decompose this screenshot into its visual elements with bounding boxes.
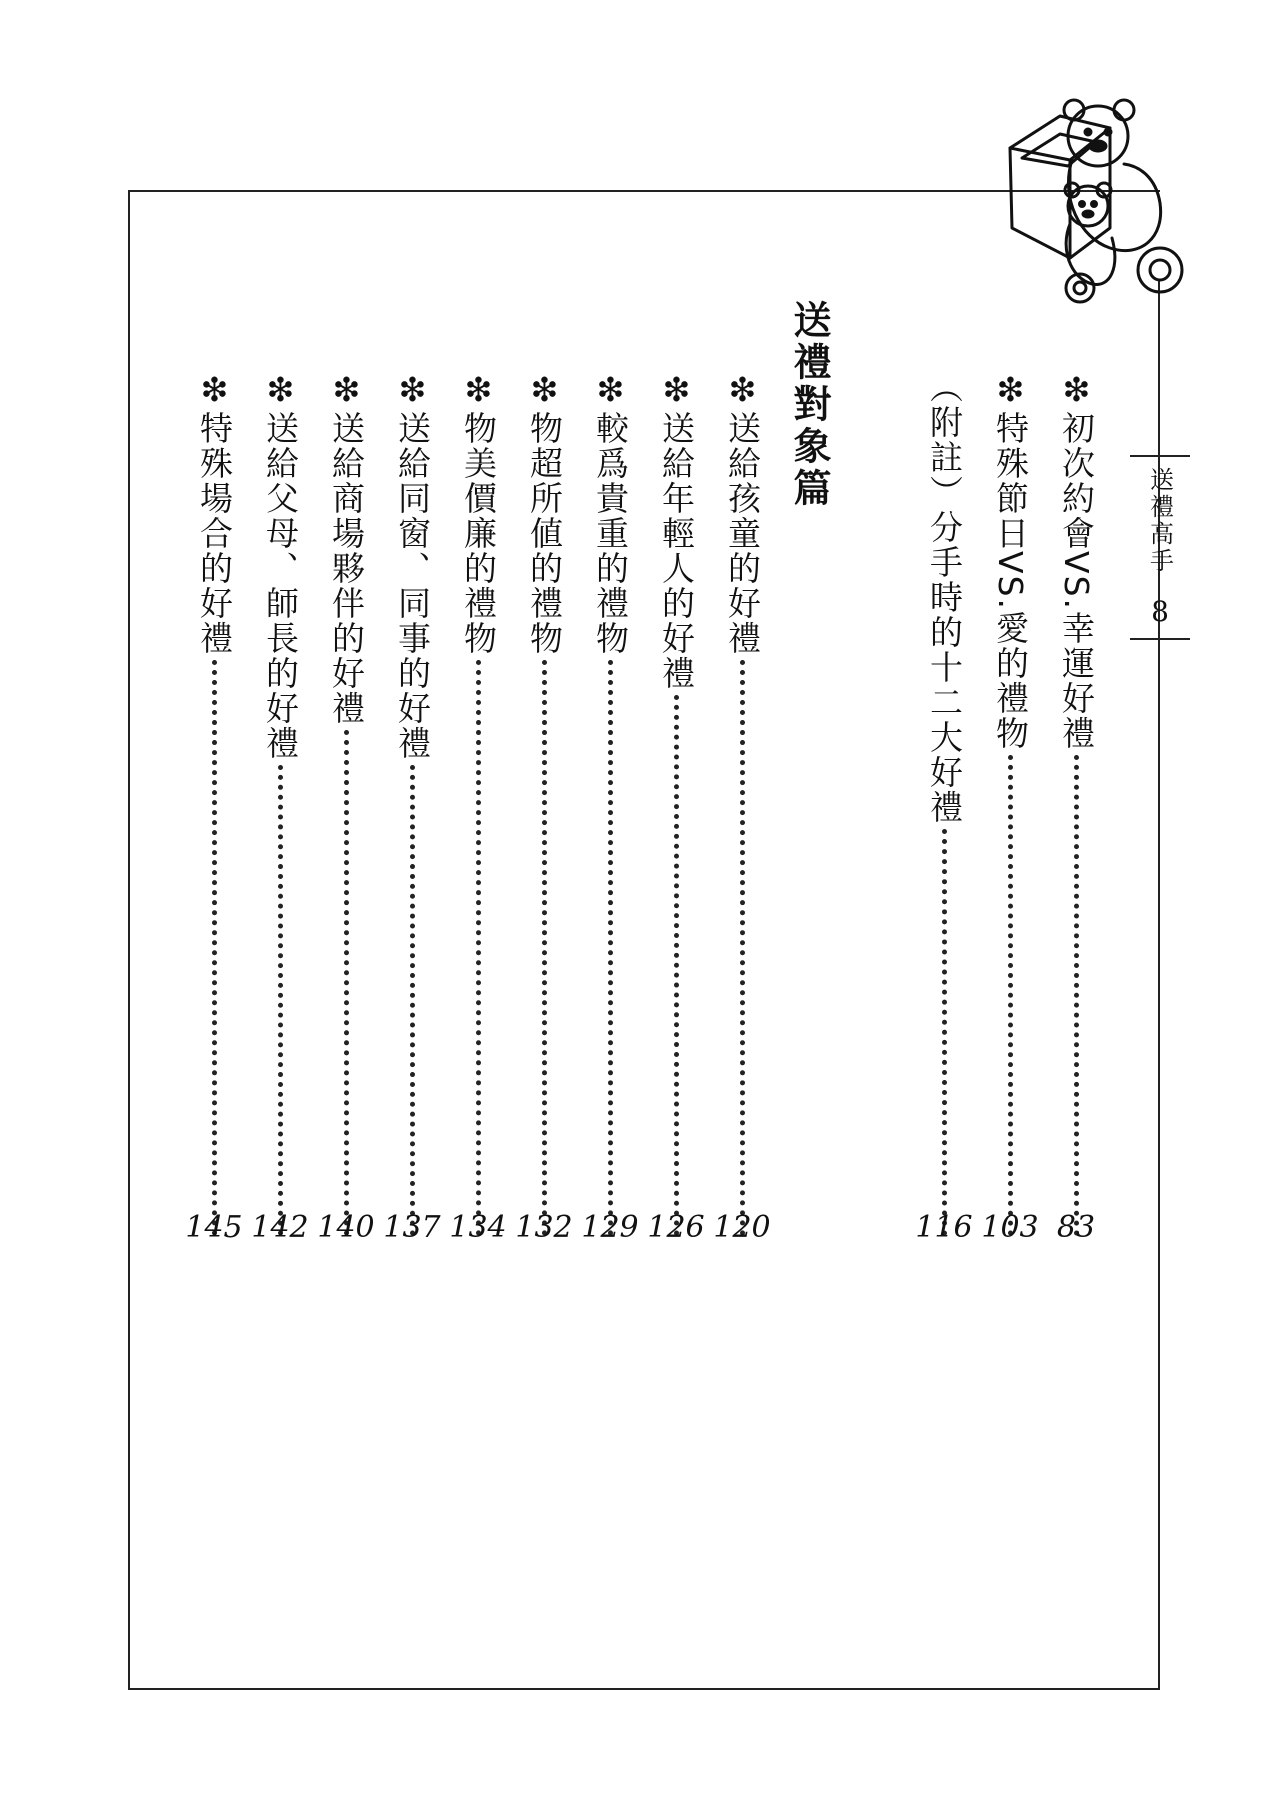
- toc-entry-text: [650, 370, 702, 1240]
- dotted-leader: [1074, 755, 1079, 1236]
- asterisk-bullet-icon: ❇: [1057, 370, 1096, 411]
- toc-entry-text: [188, 370, 240, 1240]
- running-head-rule-bottom: [1130, 638, 1190, 640]
- dotted-leader: [344, 730, 349, 1236]
- toc-entry-title: 送給父母、師長的好禮: [261, 411, 300, 761]
- toc-entry-page-number: 103: [981, 1210, 1039, 1245]
- toc-entry-page-number: 134: [449, 1210, 507, 1245]
- dotted-leader: [410, 765, 415, 1236]
- dotted-leader: [942, 829, 947, 1236]
- toc-entry[interactable]: [452, 370, 504, 1270]
- toc-entry-page-number: 116: [915, 1210, 973, 1245]
- toc-entry[interactable]: [1050, 370, 1102, 1270]
- toc-entry[interactable]: [320, 370, 372, 1270]
- toc-entry-text: [584, 370, 636, 1240]
- toc-entry-text: [518, 370, 570, 1240]
- toc-entry-title: （附註）分手時的十二大好禮: [925, 370, 964, 825]
- toc-entry-text: [386, 370, 438, 1240]
- toc-entry-title: 初次約會VS.幸運好禮: [1057, 411, 1096, 752]
- toc-entry[interactable]: [386, 370, 438, 1270]
- asterisk-bullet-icon: ❇: [525, 370, 564, 411]
- toc-entry-page-number: 142: [251, 1210, 309, 1245]
- running-head-page-number: 8: [1151, 595, 1169, 628]
- toc-entry[interactable]: [918, 370, 970, 1270]
- toc-entry-text: [918, 370, 970, 1240]
- asterisk-bullet-icon: ❇: [393, 370, 432, 411]
- toc-entry[interactable]: [188, 370, 240, 1270]
- asterisk-bullet-icon: ❇: [723, 370, 762, 411]
- toc-entry[interactable]: [518, 370, 570, 1270]
- toc-entry-page-number: 129: [581, 1210, 639, 1245]
- asterisk-bullet-icon: ❇: [591, 370, 630, 411]
- dotted-leader: [674, 695, 679, 1236]
- toc-entry-page-number: 145: [185, 1210, 243, 1245]
- running-head: [1140, 455, 1180, 640]
- asterisk-bullet-icon: ❇: [459, 370, 498, 411]
- toc-entry-title: 特殊節日VS.愛的禮物: [991, 411, 1030, 752]
- toc-entry-title: 送給年輕人的好禮: [657, 411, 696, 691]
- toc-entry[interactable]: [650, 370, 702, 1270]
- section-heading: 送禮對象篇: [787, 300, 831, 510]
- toc-entry-text: [716, 370, 768, 1240]
- dotted-leader: [608, 660, 613, 1236]
- asterisk-bullet-icon: ❇: [327, 370, 366, 411]
- toc-entry-title: 送給商場夥伴的好禮: [327, 411, 366, 726]
- asterisk-bullet-icon: ❇: [195, 370, 234, 411]
- toc-entry-page-number: 126: [647, 1210, 705, 1245]
- toc-entry-title: 物美價廉的禮物: [459, 411, 498, 656]
- toc-entry-text: [984, 370, 1036, 1240]
- asterisk-bullet-icon: ❇: [991, 370, 1030, 411]
- toc-entry-title: 送給孩童的好禮: [723, 411, 762, 656]
- teddy-bear-illustration: [1000, 88, 1190, 318]
- toc-entry[interactable]: [984, 370, 1036, 1270]
- toc-entry-page-number: 132: [515, 1210, 573, 1245]
- asterisk-bullet-icon: ❇: [261, 370, 300, 411]
- toc-entry[interactable]: [716, 370, 768, 1270]
- toc-entry-page-number: 140: [317, 1210, 375, 1245]
- running-head-rule-top: [1130, 455, 1190, 457]
- dotted-leader: [740, 660, 745, 1236]
- dotted-leader: [542, 660, 547, 1236]
- dotted-leader: [212, 660, 217, 1236]
- toc-entry-page-number: 120: [713, 1210, 771, 1245]
- toc-entry-title: 送給同窗、同事的好禮: [393, 411, 432, 761]
- toc-entry-title: 特殊場合的好禮: [195, 411, 234, 656]
- toc-entry[interactable]: [584, 370, 636, 1270]
- toc-entry-text: [254, 370, 306, 1240]
- toc-entry[interactable]: [254, 370, 306, 1270]
- toc-entry-page-number: 83: [1056, 1210, 1096, 1245]
- dotted-leader: [278, 765, 283, 1236]
- toc-entry-text: [1050, 370, 1102, 1240]
- toc-entry-title: 物超所値的禮物: [525, 411, 564, 656]
- toc-entry-text: [320, 370, 372, 1240]
- dotted-leader: [1008, 755, 1013, 1236]
- asterisk-bullet-icon: ❇: [657, 370, 696, 411]
- dotted-leader: [476, 660, 481, 1236]
- toc-entry-title: 較爲貴重的禮物: [591, 411, 630, 656]
- toc-entry-page-number: 137: [383, 1210, 441, 1245]
- toc-entry-text: [452, 370, 504, 1240]
- running-head-title: 送禮高手: [1145, 467, 1174, 575]
